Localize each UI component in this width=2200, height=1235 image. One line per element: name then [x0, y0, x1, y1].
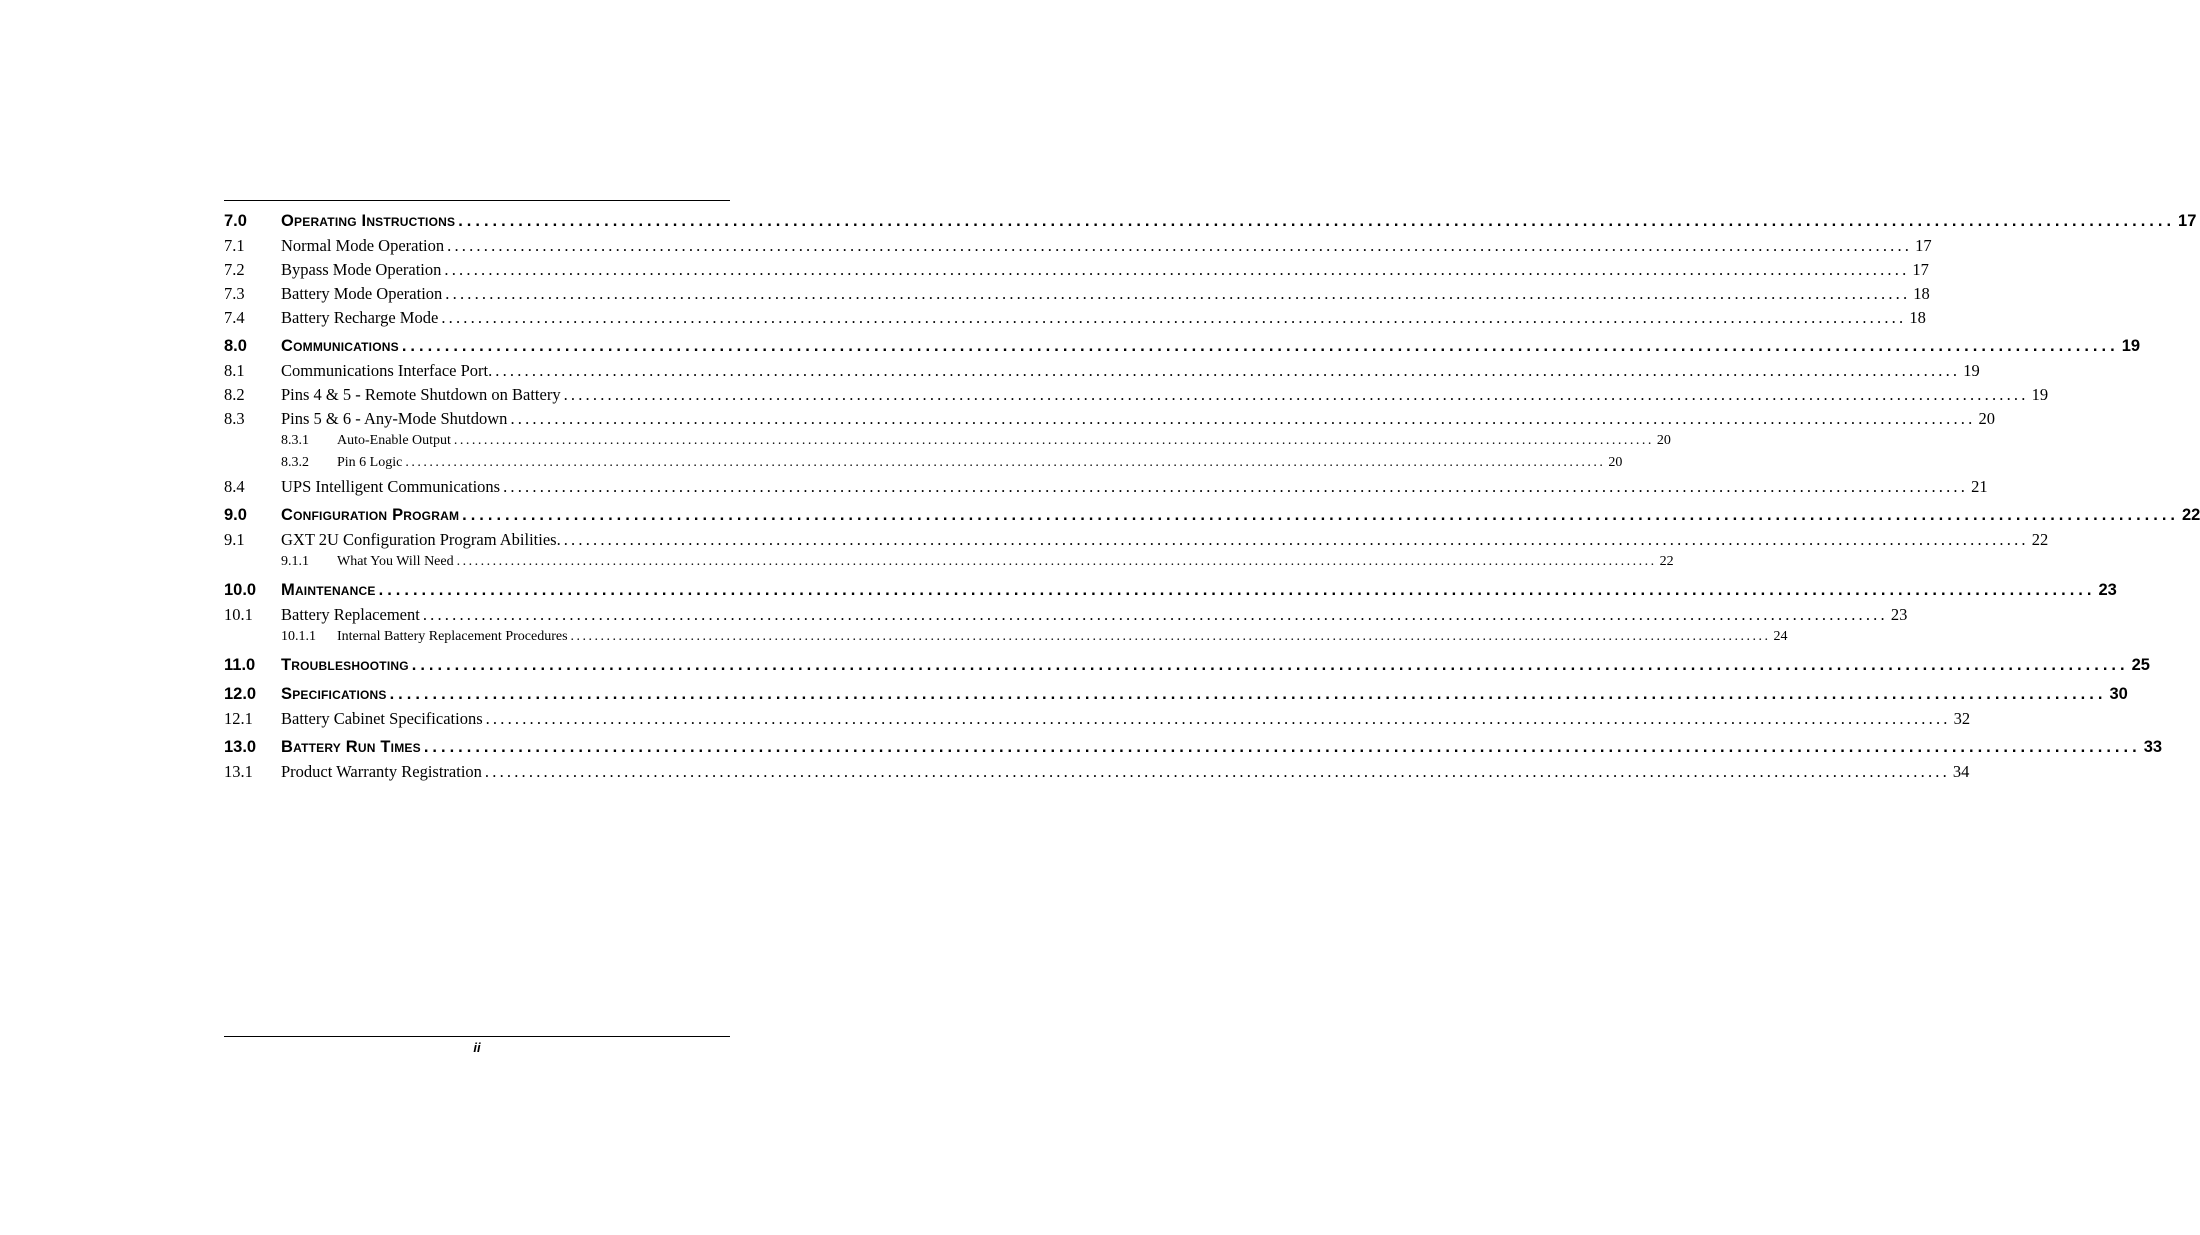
toc-entry-8-1[interactable] [224, 361, 1980, 385]
toc-entry-page: 22 [2031, 530, 2049, 549]
toc-entry-title: Bypass Mode Operation [281, 260, 442, 279]
toc-entry-number: 12.0 [224, 685, 257, 703]
toc-dot-leader: ........................................................................................................................................................................................................ [510, 409, 1976, 428]
toc-dot-leader: ........................................................................................................................................................................................................ [389, 685, 2107, 703]
toc-dot-leader: ........................................................................................................................................................................................................ [484, 762, 1950, 781]
toc-entry-number: 7.2 [224, 260, 245, 279]
toc-entry-page: 25 [2131, 656, 2150, 674]
toc-entry-12-1[interactable] [224, 709, 1971, 733]
toc-entry-page: 19 [2031, 385, 2049, 404]
toc-entry-title: GXT 2U Configuration Program Abilities. [281, 530, 561, 549]
toc-entry-page: 20 [1656, 433, 1671, 448]
toc-entry-number: 8.4 [224, 477, 245, 496]
toc-entry-10-0[interactable] [224, 581, 2117, 605]
toc-entry-number: 8.1 [224, 361, 245, 380]
toc-entry-number: 7.0 [224, 212, 247, 230]
toc-entry-number: 13.0 [224, 738, 257, 756]
toc-entry-title: Troubleshooting [281, 656, 409, 674]
toc-entry-title: Communications Interface Port. [281, 361, 493, 380]
toc-dot-leader: ........................................................................................................................................................................................................ [405, 455, 1606, 470]
toc-entry-title: Configuration Program [281, 506, 460, 524]
toc-entry-10-1[interactable] [224, 605, 1908, 629]
toc-entry-title: What You Will Need [337, 554, 454, 569]
toc-entry-number: 9.1.1 [281, 554, 309, 569]
toc-entry-number: 8.0 [224, 337, 247, 355]
toc-entry-title: Battery Cabinet Specifications [281, 709, 483, 728]
toc-dot-leader: ........................................................................................................................................................................................................ [462, 506, 2179, 524]
toc-entry-13-1[interactable] [224, 762, 1970, 786]
toc-entry-number: 10.1 [224, 605, 253, 624]
toc-entry-10-1-1[interactable] [224, 629, 1788, 651]
toc-entry-title: Battery Replacement [281, 605, 420, 624]
toc-dot-leader: ........................................................................................................................................................................................................ [411, 656, 2129, 674]
toc-entry-title: Normal Mode Operation [281, 236, 445, 255]
toc-dot-leader: ........................................................................................................................................................................................................ [503, 477, 1969, 496]
toc-entry-page: 23 [2098, 581, 2117, 599]
toc-dot-leader: ........................................................................................................................................................................................................ [570, 629, 1771, 644]
toc-entry-page: 33 [2143, 738, 2163, 756]
toc-entry-8-3-2[interactable] [224, 455, 1623, 477]
toc-entry-title: Pins 4 & 5 - Remote Shutdown on Battery [281, 385, 561, 404]
toc-entry-number: 8.3.1 [281, 433, 309, 448]
toc-dot-leader: ........................................................................................................................................................................................................ [422, 605, 1888, 624]
toc-entry-page: 18 [1913, 284, 1930, 303]
toc-entry-page: 19 [2121, 337, 2141, 355]
toc-dot-leader: ........................................................................................................................................................................................................ [458, 212, 2176, 230]
toc-entry-title: Product Warranty Registration [281, 762, 482, 781]
toc-entry-7-1[interactable] [224, 236, 1932, 260]
toc-entry-number: 8.3 [224, 409, 245, 428]
toc-entry-title: Pin 6 Logic [337, 455, 403, 470]
toc-entry-number: 8.3.2 [281, 455, 309, 470]
toc-entry-12-0[interactable] [224, 685, 2128, 709]
toc-entry-9-1-1[interactable] [224, 554, 1674, 576]
toc-entry-number: 12.1 [224, 709, 253, 728]
toc-entry-9-0[interactable] [224, 506, 2200, 530]
toc-entry-title: Battery Mode Operation [281, 284, 443, 303]
toc-dot-leader: ........................................................................................................................................................................................................ [495, 361, 1961, 380]
footer-rule [224, 1036, 730, 1037]
toc-entry-number: 11.0 [224, 656, 256, 674]
toc-entry-8-3-1[interactable] [224, 433, 1671, 455]
toc-entry-title: Specifications [281, 685, 387, 703]
toc-entry-page: 22 [2182, 506, 2200, 524]
toc-entry-13-0[interactable] [224, 738, 2163, 762]
toc-entry-7-4[interactable] [224, 308, 1926, 332]
toc-entry-page: 22 [1659, 554, 1674, 569]
toc-dot-leader: ........................................................................................................................................................................................................ [445, 284, 1911, 303]
toc-entry-page: 17 [1912, 260, 1929, 279]
toc-entry-9-1[interactable] [224, 530, 2049, 554]
toc-entry-page: 17 [1915, 236, 1932, 255]
toc-entry-number: 9.1 [224, 530, 245, 549]
toc-entry-8-4[interactable] [224, 477, 1988, 501]
toc-dot-leader: ........................................................................................................................................................................................................ [453, 433, 1654, 448]
toc-dot-leader: ........................................................................................................................................................................................................ [485, 709, 1951, 728]
toc-dot-leader: ........................................................................................................................................................................................................ [401, 337, 2119, 355]
toc-entry-title: Internal Battery Replacement Procedures [337, 629, 568, 644]
toc-entry-7-3[interactable] [224, 284, 1930, 308]
toc-dot-leader: ........................................................................................................................................................................................................ [378, 581, 2096, 599]
table-of-contents [224, 207, 2200, 786]
toc-entry-number: 7.4 [224, 308, 245, 327]
toc-entry-11-0[interactable] [224, 656, 2150, 680]
toc-entry-title: Auto-Enable Output [337, 433, 451, 448]
toc-entry-page: 20 [1608, 455, 1623, 470]
toc-dot-leader: ........................................................................................................................................................................................................ [423, 738, 2141, 756]
toc-entry-7-0[interactable] [224, 212, 2197, 236]
toc-entry-title: Battery Run Times [281, 738, 421, 756]
toc-entry-number: 7.3 [224, 284, 245, 303]
toc-entry-7-2[interactable] [224, 260, 1929, 284]
toc-entry-title: Pins 5 & 6 - Any-Mode Shutdown [281, 409, 508, 428]
toc-entry-title: UPS Intelligent Communications [281, 477, 501, 496]
toc-dot-leader: ........................................................................................................................................................................................................ [444, 260, 1910, 279]
toc-entry-title: Battery Recharge Mode [281, 308, 439, 327]
toc-entry-number: 9.0 [224, 506, 247, 524]
footer-page-number: ii [473, 1040, 481, 1055]
toc-entry-page: 19 [1963, 361, 1980, 380]
toc-entry-title: Maintenance [281, 581, 376, 599]
toc-dot-leader: ........................................................................................................................................................................................................ [447, 236, 1913, 255]
toc-dot-leader: ........................................................................................................................................................................................................ [456, 554, 1657, 569]
toc-entry-title: Communications [281, 337, 399, 355]
toc-entry-number: 7.1 [224, 236, 245, 255]
toc-entry-page: 23 [1890, 605, 1908, 624]
toc-dot-leader: ........................................................................................................................................................................................................ [563, 385, 2029, 404]
toc-entry-page: 34 [1952, 762, 1970, 781]
toc-entry-page: 24 [1773, 629, 1788, 644]
toc-entry-page: 30 [2109, 685, 2128, 703]
toc-entry-page: 18 [1909, 308, 1926, 327]
top-rule [224, 200, 730, 201]
toc-entry-page: 21 [1971, 477, 1988, 496]
toc-entry-8-3[interactable] [224, 409, 1995, 433]
toc-entry-number: 13.1 [224, 762, 253, 781]
toc-entry-page: 17 [2178, 212, 2197, 230]
toc-entry-title: Operating Instructions [281, 212, 456, 230]
toc-entry-number: 10.1.1 [281, 629, 316, 644]
toc-entry-8-2[interactable] [224, 385, 2049, 409]
toc-entry-8-0[interactable] [224, 337, 2141, 361]
toc-dot-leader: ........................................................................................................................................................................................................ [563, 530, 2029, 549]
toc-entry-number: 10.0 [224, 581, 257, 599]
toc-entry-page: 20 [1978, 409, 1995, 428]
toc-entry-page: 32 [1953, 709, 1971, 728]
toc-dot-leader: ........................................................................................................................................................................................................ [441, 308, 1907, 327]
toc-entry-number: 8.2 [224, 385, 245, 404]
